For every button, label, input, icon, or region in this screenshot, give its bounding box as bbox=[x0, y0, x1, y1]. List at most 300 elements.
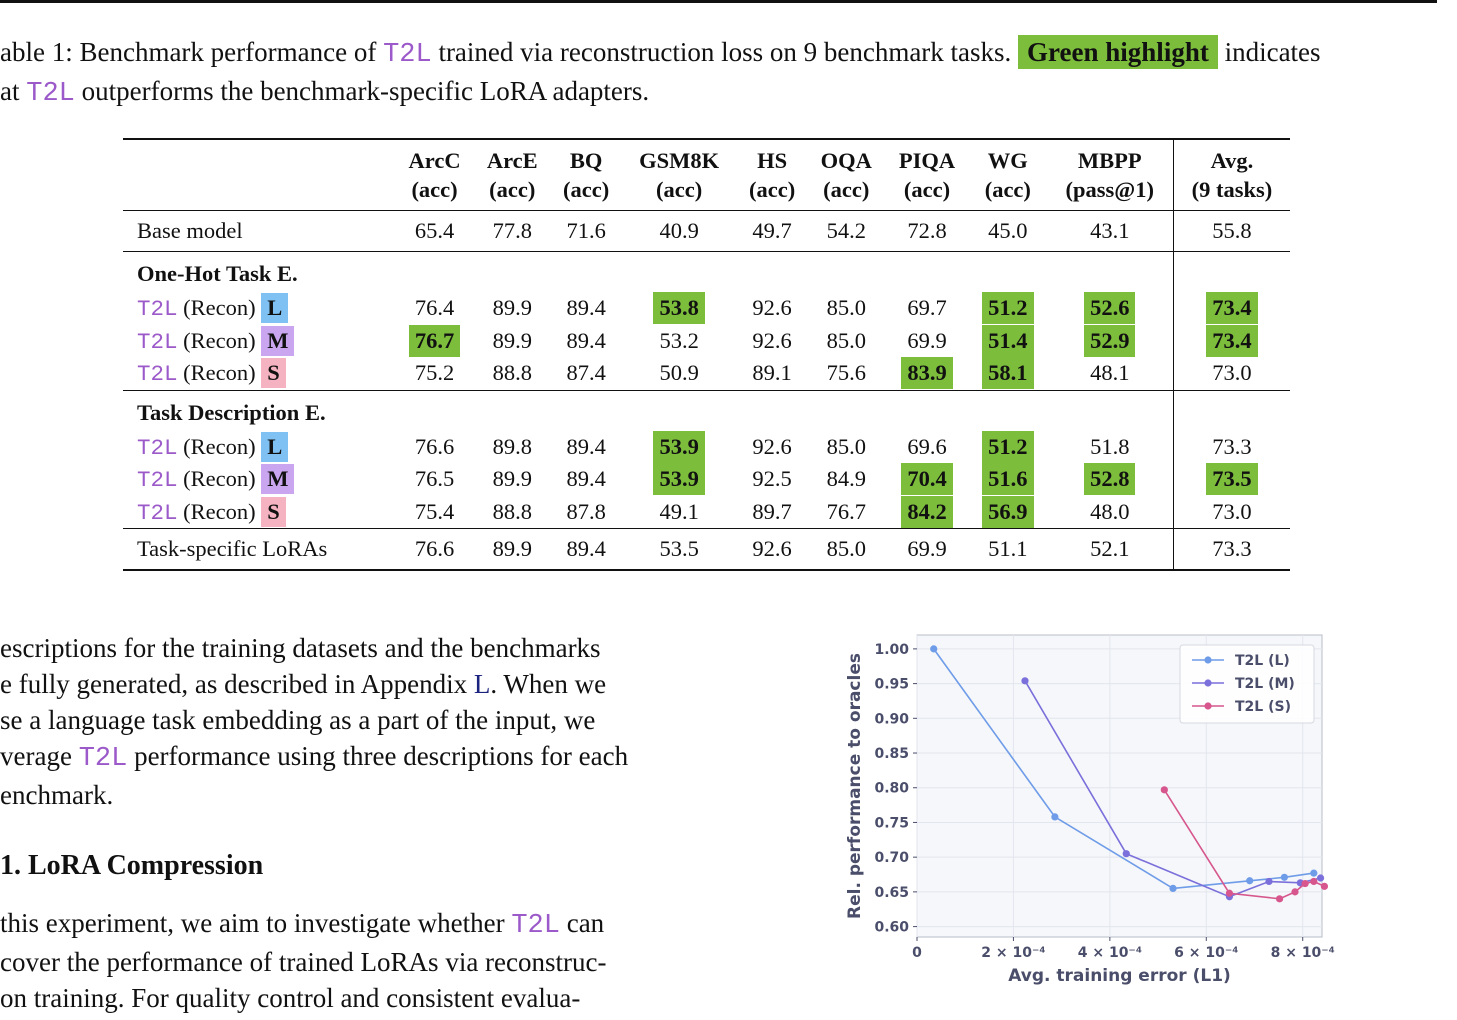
table-cell bbox=[969, 325, 1047, 358]
cell-value: 48.1 bbox=[1090, 360, 1130, 386]
header-metric: (acc) bbox=[489, 177, 536, 202]
header-name: MBPP bbox=[1077, 148, 1142, 173]
y-tick-label: 0.95 bbox=[874, 676, 909, 693]
cell-value: 89.8 bbox=[492, 433, 532, 459]
header-metric: (pass@1) bbox=[1065, 177, 1154, 202]
table-cell bbox=[737, 496, 808, 529]
header-bq bbox=[551, 139, 622, 211]
cell-value: 76.6 bbox=[414, 433, 455, 459]
data-point bbox=[1302, 880, 1309, 887]
body-line: cover the performance of trained LoRAs via reconstruc- bbox=[0, 947, 607, 977]
highlighted-value: 52.6 bbox=[1084, 292, 1135, 324]
caption-model-name: T2L bbox=[383, 40, 432, 70]
separator-cell bbox=[1173, 390, 1290, 431]
highlighted-value: 53.8 bbox=[653, 292, 704, 324]
table-cell bbox=[969, 292, 1047, 325]
header-metric: (acc) bbox=[563, 177, 610, 202]
cell-value: 88.8 bbox=[492, 360, 532, 386]
cell-value: 77.8 bbox=[492, 218, 532, 243]
cell-value: 43.1 bbox=[1090, 218, 1130, 243]
data-point bbox=[930, 645, 937, 652]
data-point bbox=[1021, 677, 1028, 684]
row-label bbox=[123, 325, 395, 358]
body-line bbox=[0, 905, 685, 944]
size-badge: L bbox=[261, 432, 288, 462]
cell-value: 92.6 bbox=[752, 295, 792, 321]
x-axis-label: Avg. training error (L1) bbox=[1008, 966, 1231, 986]
highlighted-value: 76.7 bbox=[409, 325, 460, 357]
header-hs bbox=[737, 139, 808, 211]
highlighted-value: 51.2 bbox=[982, 292, 1033, 324]
cell-value: 88.8 bbox=[492, 498, 532, 524]
caption-text: at bbox=[0, 76, 27, 106]
model-variant: (Recon) bbox=[177, 466, 262, 492]
body-text: performance using three descriptions for each bbox=[127, 741, 629, 771]
caption-model-name: T2L bbox=[26, 79, 75, 109]
cell-value: 69.6 bbox=[907, 433, 947, 459]
header-metric: (acc) bbox=[748, 177, 796, 202]
model-variant: (Recon) bbox=[177, 327, 262, 353]
table-row bbox=[123, 463, 1290, 496]
table-cell bbox=[474, 357, 551, 390]
table-cell bbox=[885, 496, 969, 529]
header-wg bbox=[969, 139, 1047, 211]
table-section-header bbox=[123, 390, 1290, 431]
y-tick-label: 1.00 bbox=[874, 641, 909, 658]
top-rule bbox=[0, 0, 1437, 3]
data-point bbox=[1265, 878, 1272, 885]
section-title: Task Description E. bbox=[137, 399, 326, 425]
highlighted-value: 53.9 bbox=[653, 431, 704, 463]
data-point bbox=[1246, 877, 1253, 884]
cell-value: 76.6 bbox=[414, 536, 455, 561]
table-cell bbox=[395, 496, 474, 529]
table-cell bbox=[1047, 496, 1174, 529]
table-cell bbox=[808, 431, 885, 464]
table-cell bbox=[885, 529, 969, 571]
table-cell bbox=[808, 463, 885, 496]
x-tick-label: 2 × 10⁻⁴ bbox=[981, 945, 1046, 961]
legend-marker bbox=[1204, 679, 1211, 686]
highlighted-value: 73.4 bbox=[1206, 325, 1257, 357]
model-name: T2L bbox=[137, 361, 178, 388]
cell-value: 69.9 bbox=[907, 536, 947, 561]
table-cell bbox=[808, 325, 885, 358]
row-label bbox=[123, 431, 395, 464]
section-heading: 1. LoRA Compression bbox=[0, 850, 264, 881]
body-text: . When we bbox=[490, 669, 607, 699]
cell-value: 85.0 bbox=[826, 295, 866, 321]
table-cell bbox=[474, 211, 551, 252]
table-cell bbox=[551, 292, 622, 325]
table-cell bbox=[1047, 211, 1174, 252]
model-name: T2L bbox=[137, 296, 178, 323]
table-cell bbox=[969, 357, 1047, 390]
table-cell bbox=[1173, 292, 1290, 325]
table-cell bbox=[885, 431, 969, 464]
chart-svg bbox=[835, 625, 1355, 1000]
cell-value: 71.6 bbox=[566, 218, 606, 243]
cell-value: 85.0 bbox=[826, 433, 866, 459]
table-cell bbox=[622, 211, 737, 252]
row-label: Base model bbox=[137, 218, 243, 243]
table-body bbox=[123, 211, 1290, 571]
body-text: can bbox=[559, 908, 605, 938]
model-name: T2L bbox=[137, 328, 178, 355]
caption-text: outperforms the benchmark-specific LoRA adapters. bbox=[74, 76, 650, 106]
table-cell bbox=[885, 292, 969, 325]
header-piqa bbox=[885, 139, 969, 211]
table-cell bbox=[1173, 211, 1290, 252]
table-cell bbox=[622, 463, 737, 496]
row-label bbox=[123, 496, 395, 529]
header-name: WG bbox=[987, 148, 1028, 173]
legend-label: T2L (L) bbox=[1235, 653, 1290, 669]
table-cell bbox=[1047, 292, 1174, 325]
table-cell bbox=[1173, 496, 1290, 529]
y-tick-label: 0.65 bbox=[874, 884, 909, 901]
table-cell bbox=[622, 431, 737, 464]
table-cell bbox=[808, 357, 885, 390]
table-cell bbox=[969, 211, 1047, 252]
table-cell bbox=[395, 325, 474, 358]
highlighted-value: 51.2 bbox=[982, 431, 1033, 463]
data-point bbox=[1310, 870, 1317, 877]
cell-value: 72.8 bbox=[907, 218, 947, 243]
header-oqa bbox=[808, 139, 885, 211]
model-name: T2L bbox=[137, 499, 178, 526]
table-cell bbox=[1173, 529, 1290, 571]
cell-value: 69.9 bbox=[907, 327, 947, 353]
x-tick-label: 6 × 10⁻⁴ bbox=[1174, 945, 1239, 961]
y-tick-label: 0.85 bbox=[874, 746, 909, 763]
table-cell bbox=[1047, 431, 1174, 464]
table-cell bbox=[1173, 431, 1290, 464]
caption-text: able 1: Benchmark performance of bbox=[0, 37, 384, 67]
header-avg- bbox=[1173, 139, 1290, 211]
appendix-link[interactable]: L bbox=[473, 669, 491, 699]
table-cell bbox=[885, 325, 969, 358]
table-cell bbox=[737, 292, 808, 325]
table-cell bbox=[551, 211, 622, 252]
size-badge: L bbox=[261, 293, 288, 323]
cell-value: 40.9 bbox=[659, 218, 699, 243]
body-line bbox=[0, 666, 680, 702]
cell-value: 84.9 bbox=[826, 466, 866, 492]
header-gsm8k bbox=[622, 139, 737, 211]
caption-text: indicates bbox=[1217, 37, 1321, 67]
body-text: verage bbox=[0, 741, 79, 771]
highlighted-value: 58.1 bbox=[982, 357, 1033, 389]
cell-value: 89.4 bbox=[566, 433, 606, 459]
data-point bbox=[1161, 786, 1168, 793]
table-cell bbox=[395, 357, 474, 390]
y-tick-label: 0.75 bbox=[874, 815, 909, 832]
table-row bbox=[123, 496, 1290, 529]
highlighted-value: 56.9 bbox=[982, 496, 1033, 528]
highlighted-value: 51.6 bbox=[982, 463, 1033, 495]
header-metric: (acc) bbox=[656, 177, 703, 202]
cell-value: 73.3 bbox=[1212, 536, 1252, 561]
header-arce bbox=[474, 139, 551, 211]
highlighted-value: 84.2 bbox=[901, 496, 952, 528]
table-cell bbox=[1047, 463, 1174, 496]
x-tick-label: 8 × 10⁻⁴ bbox=[1270, 945, 1335, 961]
table-row bbox=[123, 431, 1290, 464]
cell-value: 53.5 bbox=[659, 536, 699, 561]
model-name: T2L bbox=[137, 434, 178, 461]
size-badge: S bbox=[261, 358, 286, 388]
cell-value: 92.6 bbox=[752, 536, 792, 561]
model-variant: (Recon) bbox=[177, 360, 262, 386]
model-name: T2L bbox=[137, 467, 178, 494]
legend-marker bbox=[1204, 702, 1211, 709]
size-badge: S bbox=[261, 497, 286, 527]
size-badge: M bbox=[261, 326, 294, 356]
header-metric: (9 tasks) bbox=[1191, 177, 1273, 202]
data-point bbox=[1051, 813, 1058, 820]
table-cell bbox=[808, 496, 885, 529]
y-tick-label: 0.90 bbox=[874, 711, 909, 728]
body-line: on training. For quality control and consistent evalua- bbox=[0, 983, 581, 1013]
model-variant: (Recon) bbox=[177, 433, 262, 459]
cell-value: 53.2 bbox=[659, 327, 699, 353]
header-arcc bbox=[395, 139, 474, 211]
cell-value: 92.6 bbox=[752, 327, 792, 353]
y-tick-label: 0.80 bbox=[874, 780, 909, 797]
cell-value: 51.1 bbox=[988, 536, 1028, 561]
header-name: HS bbox=[757, 148, 788, 173]
cell-value: 85.0 bbox=[826, 536, 866, 561]
y-tick-label: 0.70 bbox=[874, 850, 909, 867]
body-line bbox=[0, 738, 680, 777]
section-title: One-Hot Task E. bbox=[137, 261, 298, 286]
data-point bbox=[1169, 885, 1176, 892]
row-label bbox=[123, 357, 395, 390]
caption-text: trained via reconstruction loss on 9 benchmark tasks. bbox=[431, 37, 1019, 67]
data-point bbox=[1276, 895, 1283, 902]
cell-value: 50.9 bbox=[659, 360, 699, 386]
body-paragraph bbox=[0, 630, 680, 813]
table-cell bbox=[737, 529, 808, 571]
y-axis-label: Rel. performance to oracles bbox=[845, 653, 865, 919]
header-mbpp bbox=[1047, 139, 1174, 211]
cell-value: 73.0 bbox=[1212, 498, 1252, 524]
cell-value: 92.5 bbox=[752, 466, 792, 492]
table-cell bbox=[737, 463, 808, 496]
table-cell bbox=[551, 325, 622, 358]
caption-highlight-legend: Green highlight bbox=[1018, 35, 1218, 69]
cell-value: 89.4 bbox=[566, 295, 606, 321]
size-badge: M bbox=[261, 464, 294, 494]
benchmark-table bbox=[123, 138, 1290, 571]
cell-value: 49.7 bbox=[752, 218, 792, 243]
highlighted-value: 51.4 bbox=[982, 325, 1033, 357]
x-tick-label: 4 × 10⁻⁴ bbox=[1077, 945, 1142, 961]
body-line: escriptions for the training datasets and the benchmarks bbox=[0, 633, 601, 663]
table-cell bbox=[551, 496, 622, 529]
table-cell bbox=[808, 292, 885, 325]
table-cell bbox=[474, 292, 551, 325]
cell-value: 89.4 bbox=[566, 536, 606, 561]
table-cell bbox=[885, 463, 969, 496]
cell-value: 89.4 bbox=[566, 466, 606, 492]
table-cell bbox=[474, 325, 551, 358]
table-cell bbox=[551, 357, 622, 390]
y-tick-label: 0.60 bbox=[874, 919, 909, 936]
highlighted-value: 83.9 bbox=[901, 357, 952, 389]
table-cell bbox=[969, 529, 1047, 571]
legend-marker bbox=[1204, 656, 1211, 663]
cell-value: 89.9 bbox=[492, 536, 532, 561]
table-cell bbox=[885, 211, 969, 252]
header-name: ArcC bbox=[408, 148, 461, 173]
highlighted-value: 73.5 bbox=[1206, 463, 1257, 495]
table-row bbox=[123, 325, 1290, 358]
cell-value: 48.0 bbox=[1090, 498, 1130, 524]
cell-value: 85.0 bbox=[826, 327, 866, 353]
legend-label: T2L (M) bbox=[1235, 676, 1295, 692]
data-point bbox=[1317, 874, 1324, 881]
cell-value: 89.9 bbox=[492, 295, 532, 321]
table-cell bbox=[1047, 529, 1174, 571]
table-cell bbox=[622, 292, 737, 325]
legend-label: T2L (S) bbox=[1235, 699, 1291, 715]
section-paragraph bbox=[0, 905, 685, 1016]
cell-value: 55.8 bbox=[1212, 218, 1252, 243]
table-cell bbox=[737, 431, 808, 464]
table-cell bbox=[737, 211, 808, 252]
table-section-header bbox=[123, 252, 1290, 293]
cell-value: 45.0 bbox=[988, 218, 1028, 243]
cell-value: 76.7 bbox=[826, 498, 866, 524]
table-cell bbox=[551, 463, 622, 496]
table-cell bbox=[551, 431, 622, 464]
cell-value: 65.4 bbox=[414, 218, 455, 243]
data-point bbox=[1321, 883, 1328, 890]
data-point bbox=[1123, 850, 1130, 857]
highlighted-value: 52.9 bbox=[1084, 325, 1135, 357]
cell-value: 54.2 bbox=[826, 218, 866, 243]
compression-line-chart bbox=[835, 625, 1355, 1000]
highlighted-value: 70.4 bbox=[901, 463, 952, 495]
table-row-base-model bbox=[123, 211, 1290, 252]
table-cell bbox=[551, 529, 622, 571]
table-row-task-specific bbox=[123, 529, 1290, 571]
header-name: Avg. bbox=[1210, 148, 1254, 173]
highlighted-value: 73.4 bbox=[1206, 292, 1257, 324]
table-header bbox=[123, 139, 1290, 211]
header-name: OQA bbox=[820, 148, 872, 173]
cell-value: 73.0 bbox=[1212, 360, 1252, 386]
highlighted-value: 53.9 bbox=[653, 463, 704, 495]
row-label bbox=[123, 463, 395, 496]
data-point bbox=[1310, 878, 1317, 885]
table-cell bbox=[885, 357, 969, 390]
table-cell bbox=[622, 325, 737, 358]
cell-value: 75.4 bbox=[414, 498, 455, 524]
table-cell bbox=[969, 431, 1047, 464]
header-metric: (acc) bbox=[903, 177, 951, 202]
highlighted-value: 52.8 bbox=[1084, 463, 1135, 495]
table-cell bbox=[969, 463, 1047, 496]
table-cell bbox=[395, 529, 474, 571]
model-variant: (Recon) bbox=[177, 295, 262, 321]
body-model-name: T2L bbox=[511, 911, 560, 941]
cell-value: 89.9 bbox=[492, 466, 532, 492]
data-point bbox=[1291, 888, 1298, 895]
cell-value: 52.1 bbox=[1090, 536, 1130, 561]
cell-value: 89.9 bbox=[492, 327, 532, 353]
table-cell bbox=[395, 211, 474, 252]
caption-line-2 bbox=[0, 73, 1440, 112]
row-label: Task-specific LoRAs bbox=[137, 536, 328, 561]
cell-value: 76.5 bbox=[414, 466, 455, 492]
table-cell bbox=[474, 529, 551, 571]
table-cell bbox=[808, 529, 885, 571]
header-name: ArcE bbox=[486, 148, 538, 173]
caption-line-1 bbox=[0, 34, 1440, 73]
header-name: BQ bbox=[569, 148, 603, 173]
table-cell bbox=[474, 463, 551, 496]
cell-value: 87.4 bbox=[566, 360, 606, 386]
table-cell bbox=[969, 496, 1047, 529]
body-text: this experiment, we aim to investigate whether bbox=[0, 908, 512, 938]
header-metric: (acc) bbox=[984, 177, 1031, 202]
table-cell bbox=[395, 431, 474, 464]
body-text: e fully generated, as described in Appendix bbox=[0, 669, 474, 699]
table-caption bbox=[0, 34, 1440, 112]
cell-value: 87.8 bbox=[566, 498, 606, 524]
data-point bbox=[1281, 874, 1288, 881]
table-cell bbox=[395, 292, 474, 325]
cell-value: 51.8 bbox=[1090, 433, 1130, 459]
header-name: PIQA bbox=[898, 148, 956, 173]
table-cell bbox=[1173, 325, 1290, 358]
table-row bbox=[123, 357, 1290, 390]
model-variant: (Recon) bbox=[177, 498, 262, 524]
cell-value: 89.7 bbox=[752, 498, 792, 524]
table-cell bbox=[395, 463, 474, 496]
cell-value: 69.7 bbox=[907, 295, 947, 321]
table-cell bbox=[1173, 357, 1290, 390]
separator-cell bbox=[1173, 252, 1290, 293]
table-cell bbox=[1173, 463, 1290, 496]
table-cell bbox=[1047, 325, 1174, 358]
body-line: enchmark. bbox=[0, 780, 114, 810]
cell-value: 92.6 bbox=[752, 433, 792, 459]
cell-value: 75.6 bbox=[826, 360, 866, 386]
table-row bbox=[123, 292, 1290, 325]
cell-value: 89.1 bbox=[752, 360, 792, 386]
cell-value: 75.2 bbox=[414, 360, 455, 386]
header-metric: (acc) bbox=[411, 177, 458, 202]
table-cell bbox=[737, 325, 808, 358]
table-cell bbox=[622, 496, 737, 529]
table-cell bbox=[474, 496, 551, 529]
x-tick-label: 0 bbox=[912, 945, 922, 961]
table-cell bbox=[1047, 357, 1174, 390]
data-point bbox=[1226, 890, 1233, 897]
cell-value: 49.1 bbox=[659, 498, 699, 524]
cell-value: 73.3 bbox=[1212, 433, 1252, 459]
table-cell bbox=[808, 211, 885, 252]
body-line: se a language task embedding as a part of the input, we bbox=[0, 705, 596, 735]
header-metric: (acc) bbox=[823, 177, 870, 202]
cell-value: 76.4 bbox=[414, 295, 455, 321]
cell-value: 89.4 bbox=[566, 327, 606, 353]
header-name: GSM8K bbox=[639, 148, 720, 173]
